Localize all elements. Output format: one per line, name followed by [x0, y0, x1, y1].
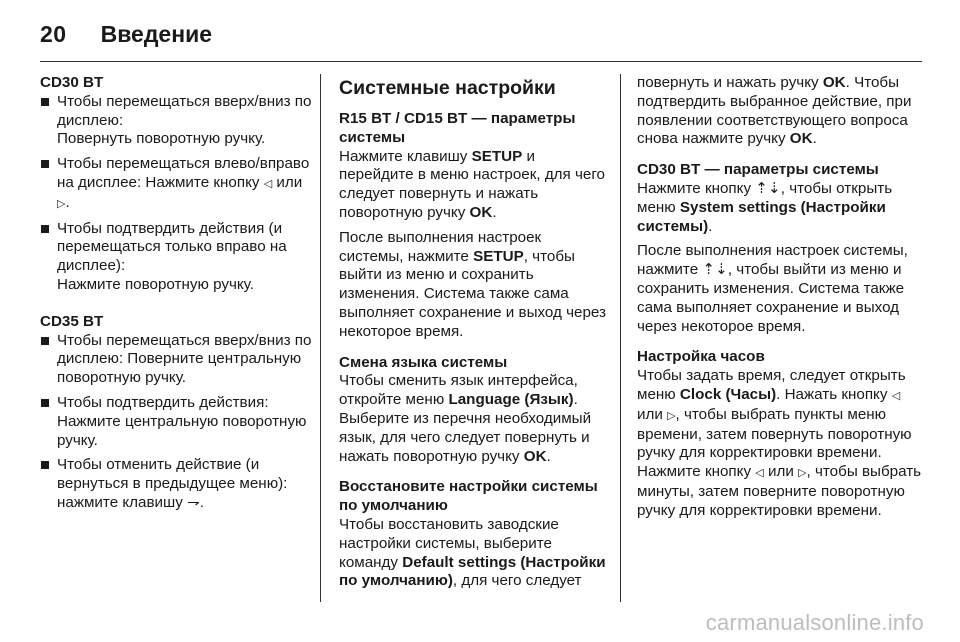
cd30-paragraph-1: Нажмите кнопку ⇡⇣, чтобы открыть меню System settings (Настройки системы).	[637, 179, 893, 235]
list-item: Чтобы перемещаться вверх/вниз по дисплею: Повернуть поворотную ручку.	[40, 93, 312, 149]
list-item: Чтобы подтвердить действия (и перемещаться только вправо на дисплее): Нажмите поворотную ручку.	[40, 220, 312, 295]
r15-paragraph-2: После выполнения настроек системы, нажмите SETUP, чтобы выйти из меню и сохранить изменения. Система также сама выполняет сохранение и выход через некоторое время.	[339, 228, 606, 340]
r15-paragraph-1: Нажмите клавишу SETUP и перейдите в меню настроек, для чего следует повернуть и нажать поворотную ручку OK.	[339, 147, 606, 221]
column-divider-2	[620, 74, 621, 602]
column-3	[637, 74, 927, 521]
page-number: 20	[40, 20, 67, 47]
column-2	[339, 74, 607, 591]
back-key-icon: ⇁	[187, 493, 200, 511]
cd30bt-list	[40, 93, 312, 295]
arrow-left-icon: ◁	[891, 389, 901, 402]
list-item: Чтобы перемещаться вверх/вниз по дисплею: Поверните центральную поворотную ручку.	[40, 332, 312, 388]
header-rule	[40, 61, 922, 62]
lang-paragraph: Чтобы сменить язык интерфейса, откройте меню Language (Язык). Выберите из перечня необходимый язык, для чего следует повернуть и нажать поворотную ручку OK.	[339, 372, 592, 465]
lang-title: Смена языка системы	[339, 353, 508, 371]
cd30-paragraph-2: После выполнения настроек системы, нажмите ⇡⇣, чтобы выйти из меню и сохранить изменения. Система также сама выполняет сохранение и выход через некоторое время.	[637, 242, 908, 335]
section-heading: Системные настройки	[339, 77, 556, 99]
clock-title: Настройка часов	[637, 348, 765, 366]
list-item: Чтобы перемещаться влево/вправо на дисплее: Нажмите кнопку ◁ или ▷.	[40, 155, 312, 213]
section-cd30bt-title: CD30 BT	[40, 74, 104, 91]
arrow-right-icon: ▷	[667, 409, 676, 422]
continued-paragraph: повернуть и нажать ручку OK. Чтобы подтвердить выбранное действие, при появлении соответствующего вопроса снова нажмите ручку OK.	[637, 74, 912, 148]
settings-key-icon: ⇡⇣	[755, 179, 781, 197]
section-cd35bt-title: CD35 BT	[40, 312, 104, 330]
reset-title: Восстановите настройки системы по умолчанию	[339, 478, 598, 515]
page-title: Введение	[100, 20, 213, 47]
list-item: Чтобы подтвердить действия: Нажмите центральную поворотную ручку.	[40, 394, 312, 450]
arrow-right-icon: ▷	[798, 467, 807, 480]
watermark: carmanualsonline.info	[705, 610, 924, 635]
page-header	[40, 14, 212, 54]
r15-title: R15 BT / CD15 BT — параметры системы	[339, 110, 576, 146]
arrow-right-icon: ▷	[57, 197, 66, 210]
clock-paragraph: Чтобы задать время, следует открыть меню Clock (Часы). Нажать кнопку ◁ или ▷, чтобы выбрать пункты меню времени, затем повернуть поворотную ручку для корректировки времени. Нажмите кнопку ◁ или ▷, чтобы выбрать минуты, затем поверните поворотную ручку для корректировки времени.	[637, 367, 922, 519]
arrow-left-icon: ◁	[755, 467, 764, 480]
column-divider-1	[320, 74, 321, 602]
arrow-left-icon: ◁	[263, 177, 273, 190]
settings-key-icon: ⇡⇣	[702, 261, 728, 279]
list-item: Чтобы отменить действие (и вернуться в предыдущее меню): нажмите клавишу ⇁.	[40, 456, 312, 512]
cd35bt-list	[40, 332, 312, 513]
reset-paragraph: Чтобы восстановить заводские настройки системы, выберите команду Default settings (Настройки по умолчанию), для чего следует	[339, 515, 606, 590]
cd30-title: CD30 BT — параметры системы	[637, 161, 879, 179]
column-1	[40, 74, 312, 519]
